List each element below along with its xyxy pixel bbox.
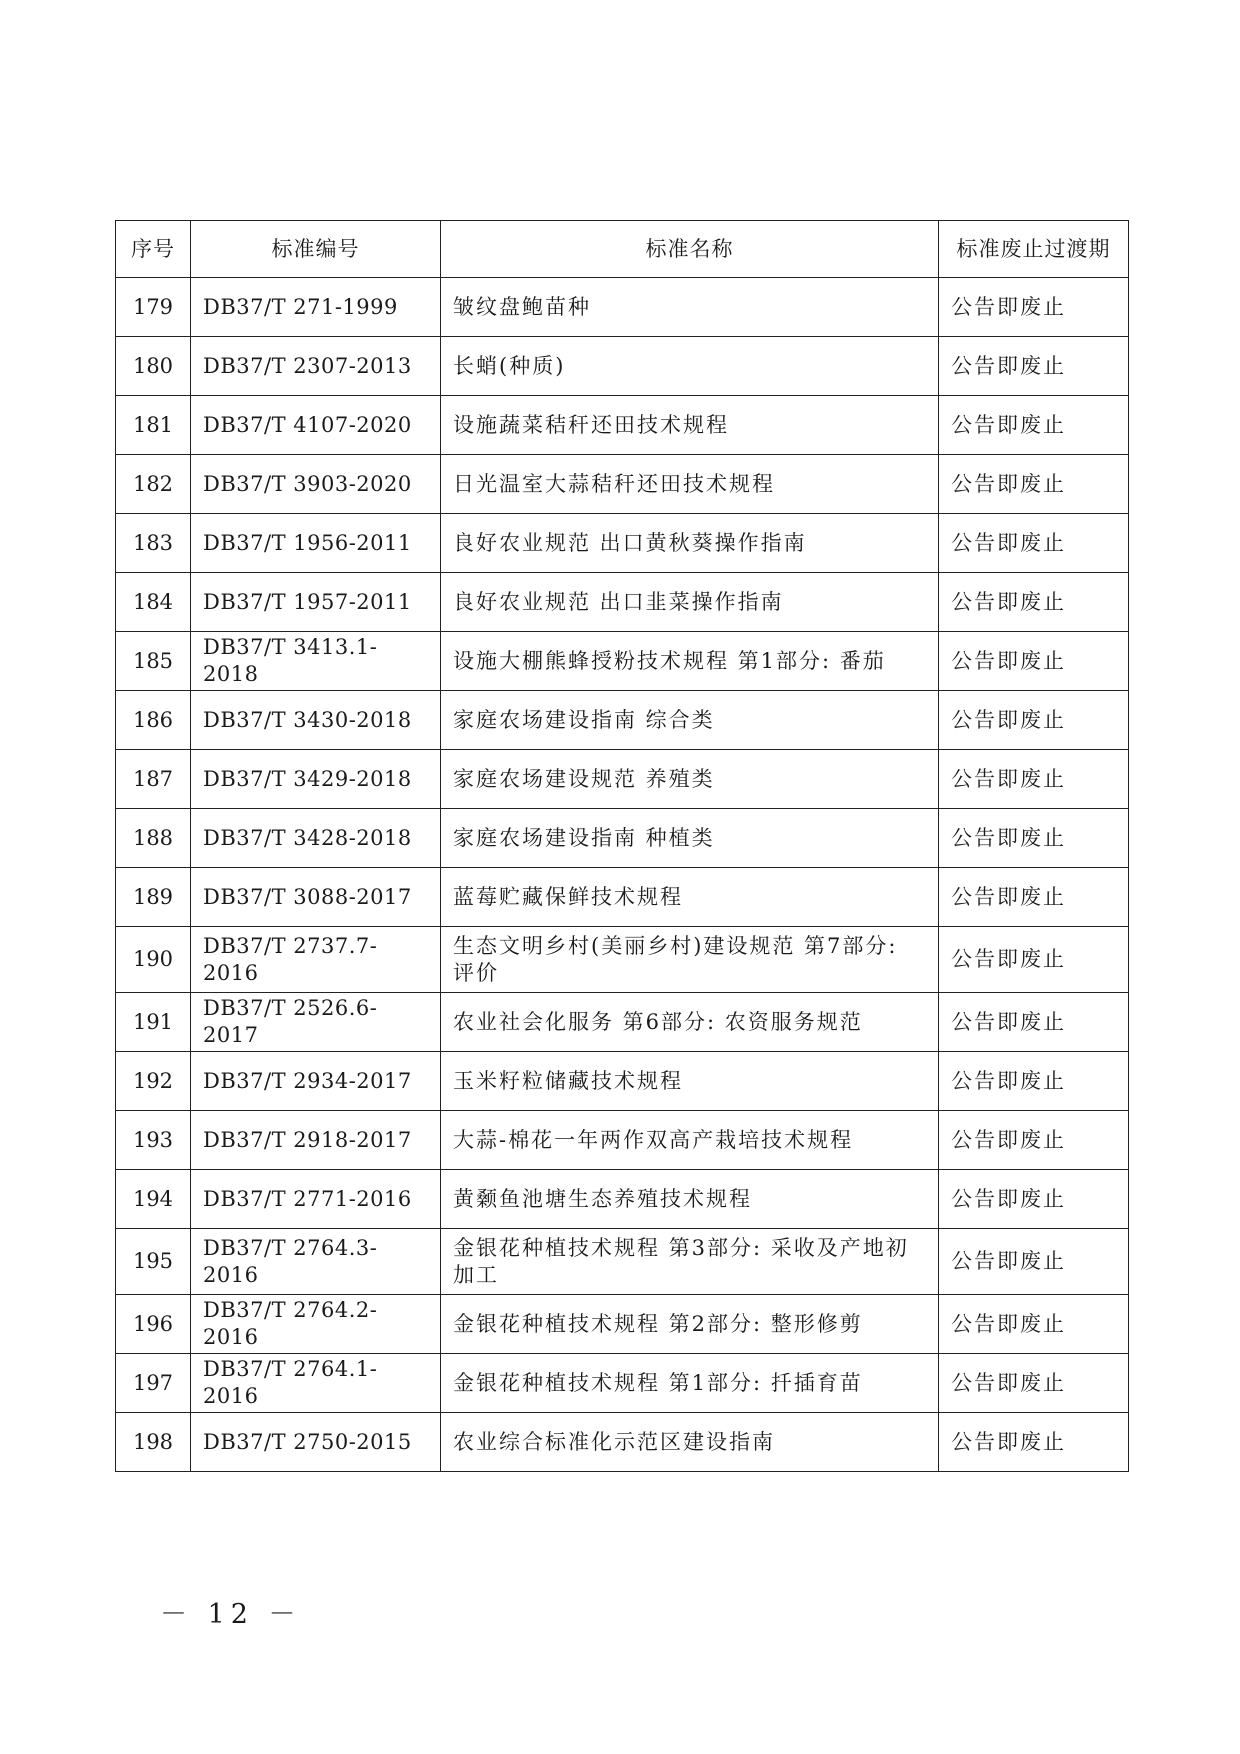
cell-period: 公告即废止 bbox=[939, 809, 1129, 868]
cell-no: 186 bbox=[116, 691, 191, 750]
cell-no: 190 bbox=[116, 927, 191, 993]
cell-name: 大蒜-棉花一年两作双高产栽培技术规程 bbox=[441, 1111, 939, 1170]
standards-table bbox=[115, 220, 1129, 1472]
cell-code: DB37/T 2526.6-2017 bbox=[191, 993, 441, 1052]
cell-no: 192 bbox=[116, 1052, 191, 1111]
table-row bbox=[116, 573, 1129, 632]
header-code: 标准编号 bbox=[191, 221, 441, 278]
cell-name: 皱纹盘鲍苗种 bbox=[441, 278, 939, 337]
cell-no: 188 bbox=[116, 809, 191, 868]
table-row bbox=[116, 278, 1129, 337]
cell-period: 公告即废止 bbox=[939, 691, 1129, 750]
table-row bbox=[116, 1052, 1129, 1111]
cell-period: 公告即废止 bbox=[939, 337, 1129, 396]
cell-name: 金银花种植技术规程 第2部分: 整形修剪 bbox=[441, 1295, 939, 1354]
cell-code: DB37/T 2934-2017 bbox=[191, 1052, 441, 1111]
cell-no: 181 bbox=[116, 396, 191, 455]
cell-name: 农业综合标准化示范区建设指南 bbox=[441, 1413, 939, 1472]
table-row bbox=[116, 750, 1129, 809]
cell-code: DB37/T 2764.1-2016 bbox=[191, 1354, 441, 1413]
cell-name: 日光温室大蒜秸秆还田技术规程 bbox=[441, 455, 939, 514]
cell-no: 180 bbox=[116, 337, 191, 396]
table-row bbox=[116, 927, 1129, 993]
cell-code: DB37/T 3428-2018 bbox=[191, 809, 441, 868]
cell-name: 家庭农场建设指南 种植类 bbox=[441, 809, 939, 868]
cell-period: 公告即废止 bbox=[939, 1354, 1129, 1413]
table-row bbox=[116, 337, 1129, 396]
cell-name: 良好农业规范 出口黄秋葵操作指南 bbox=[441, 514, 939, 573]
header-period: 标准废止过渡期 bbox=[939, 221, 1129, 278]
table-row bbox=[116, 993, 1129, 1052]
table-row bbox=[116, 632, 1129, 691]
cell-no: 194 bbox=[116, 1170, 191, 1229]
page-number: － 12 － bbox=[160, 1599, 302, 1630]
cell-code: DB37/T 1957-2011 bbox=[191, 573, 441, 632]
cell-code: DB37/T 3088-2017 bbox=[191, 868, 441, 927]
cell-no: 196 bbox=[116, 1295, 191, 1354]
cell-no: 189 bbox=[116, 868, 191, 927]
table-row bbox=[116, 1295, 1129, 1354]
cell-no: 187 bbox=[116, 750, 191, 809]
cell-no: 197 bbox=[116, 1354, 191, 1413]
cell-no: 191 bbox=[116, 993, 191, 1052]
cell-no: 183 bbox=[116, 514, 191, 573]
cell-code: DB37/T 3903-2020 bbox=[191, 455, 441, 514]
table-row bbox=[116, 868, 1129, 927]
cell-name: 家庭农场建设规范 养殖类 bbox=[441, 750, 939, 809]
cell-period: 公告即废止 bbox=[939, 1229, 1129, 1295]
table-row bbox=[116, 809, 1129, 868]
table-row bbox=[116, 455, 1129, 514]
cell-code: DB37/T 3413.1-2018 bbox=[191, 632, 441, 691]
table-row bbox=[116, 1229, 1129, 1295]
cell-code: DB37/T 1956-2011 bbox=[191, 514, 441, 573]
cell-no: 184 bbox=[116, 573, 191, 632]
cell-name: 玉米籽粒储藏技术规程 bbox=[441, 1052, 939, 1111]
table-row bbox=[116, 514, 1129, 573]
cell-name: 蓝莓贮藏保鲜技术规程 bbox=[441, 868, 939, 927]
table-row bbox=[116, 1413, 1129, 1472]
cell-no: 182 bbox=[116, 455, 191, 514]
table-header-row bbox=[116, 221, 1129, 278]
cell-name: 长蛸(种质) bbox=[441, 337, 939, 396]
table-row bbox=[116, 1170, 1129, 1229]
cell-period: 公告即废止 bbox=[939, 1111, 1129, 1170]
cell-code: DB37/T 3429-2018 bbox=[191, 750, 441, 809]
cell-code: DB37/T 271-1999 bbox=[191, 278, 441, 337]
table-row bbox=[116, 396, 1129, 455]
cell-period: 公告即废止 bbox=[939, 1052, 1129, 1111]
table-row bbox=[116, 1354, 1129, 1413]
cell-name: 家庭农场建设指南 综合类 bbox=[441, 691, 939, 750]
header-no: 序号 bbox=[116, 221, 191, 278]
cell-period: 公告即废止 bbox=[939, 278, 1129, 337]
cell-no: 193 bbox=[116, 1111, 191, 1170]
cell-name: 生态文明乡村(美丽乡村)建设规范 第7部分: 评价 bbox=[441, 927, 939, 993]
cell-code: DB37/T 4107-2020 bbox=[191, 396, 441, 455]
cell-code: DB37/T 2771-2016 bbox=[191, 1170, 441, 1229]
cell-code: DB37/T 2307-2013 bbox=[191, 337, 441, 396]
cell-code: DB37/T 2750-2015 bbox=[191, 1413, 441, 1472]
cell-no: 195 bbox=[116, 1229, 191, 1295]
cell-period: 公告即废止 bbox=[939, 632, 1129, 691]
cell-no: 179 bbox=[116, 278, 191, 337]
cell-name: 良好农业规范 出口韭菜操作指南 bbox=[441, 573, 939, 632]
cell-period: 公告即废止 bbox=[939, 1295, 1129, 1354]
cell-no: 185 bbox=[116, 632, 191, 691]
cell-name: 黄颡鱼池塘生态养殖技术规程 bbox=[441, 1170, 939, 1229]
cell-period: 公告即废止 bbox=[939, 1413, 1129, 1472]
cell-name: 设施蔬菜秸秆还田技术规程 bbox=[441, 396, 939, 455]
cell-period: 公告即废止 bbox=[939, 993, 1129, 1052]
cell-name: 农业社会化服务 第6部分: 农资服务规范 bbox=[441, 993, 939, 1052]
cell-period: 公告即废止 bbox=[939, 514, 1129, 573]
cell-no: 198 bbox=[116, 1413, 191, 1472]
table-row bbox=[116, 1111, 1129, 1170]
cell-code: DB37/T 3430-2018 bbox=[191, 691, 441, 750]
cell-period: 公告即废止 bbox=[939, 396, 1129, 455]
header-name: 标准名称 bbox=[441, 221, 939, 278]
cell-code: DB37/T 2918-2017 bbox=[191, 1111, 441, 1170]
cell-period: 公告即废止 bbox=[939, 1170, 1129, 1229]
cell-code: DB37/T 2764.3-2016 bbox=[191, 1229, 441, 1295]
cell-period: 公告即废止 bbox=[939, 573, 1129, 632]
cell-code: DB37/T 2764.2-2016 bbox=[191, 1295, 441, 1354]
cell-period: 公告即废止 bbox=[939, 868, 1129, 927]
cell-name: 设施大棚熊蜂授粉技术规程 第1部分: 番茄 bbox=[441, 632, 939, 691]
cell-code: DB37/T 2737.7-2016 bbox=[191, 927, 441, 993]
table-row bbox=[116, 691, 1129, 750]
cell-name: 金银花种植技术规程 第1部分: 扦插育苗 bbox=[441, 1354, 939, 1413]
cell-period: 公告即废止 bbox=[939, 455, 1129, 514]
cell-period: 公告即废止 bbox=[939, 927, 1129, 993]
table-body bbox=[116, 278, 1129, 1472]
cell-name: 金银花种植技术规程 第3部分: 采收及产地初加工 bbox=[441, 1229, 939, 1295]
cell-period: 公告即废止 bbox=[939, 750, 1129, 809]
